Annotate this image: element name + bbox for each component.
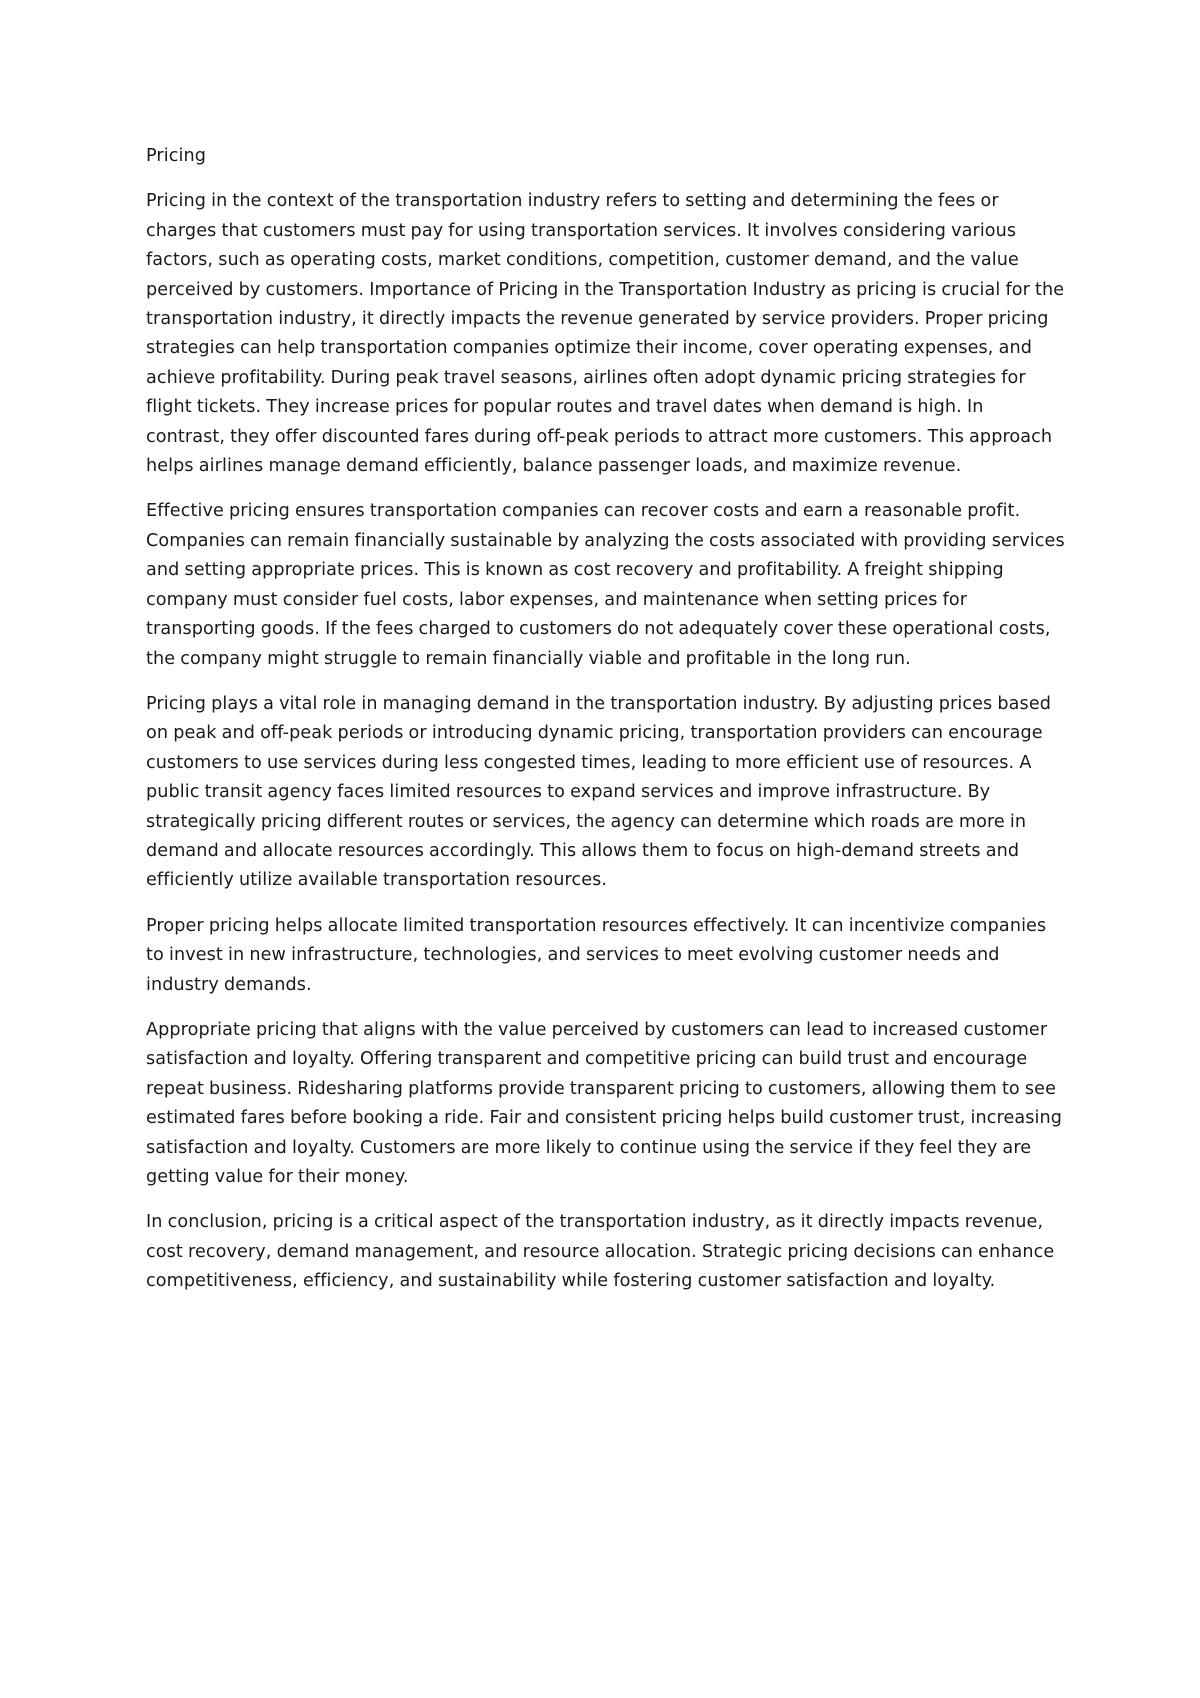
paragraph-cost-recovery: Effective pricing ensures transportation companies can recover costs and earn a reasonable profit. Companies can remain financially sustainable by analyzing the costs associated with providing services and setting appropriate prices. This is known as cost recovery and profitability. A freight shipping company must consider fuel costs, labor expenses, and maintenance when setting prices for transporting goods. If the fees charged to customers do not adequately cover these operational costs, the company might struggle to remain financially viable and profitable in the long run. [146, 501, 1065, 669]
paragraph-resource-allocation: Proper pricing helps allocate limited transportation resources effectively. It can incentivize companies to invest in new infrastructure, technologies, and services to meet evolving customer needs and industry demands. [146, 915, 1047, 995]
paragraph-customer-satisfaction: Appropriate pricing that aligns with the value perceived by customers can lead to increased customer satisfaction and loyalty. Offering transparent and competitive pricing can build trust and encourage repeat business. Ridesharing platforms provide transparent pricing to customers, allowing them to see estimated fares before booking a ride. Fair and consistent pricing helps build customer trust, increasing satisfaction and loyalty. Customers are more likely to continue using the service if they feel they are getting value for their money. [146, 1019, 1063, 1187]
document-body [146, 142, 1066, 1313]
paragraph-conclusion: In conclusion, pricing is a critical aspect of the transportation industry, as it directly impacts revenue, cost recovery, demand management, and resource allocation. Strategic pricing decisions can enhance competitiveness, efficiency, and sustainability while fostering customer satisfaction and loyalty. [146, 1212, 1055, 1292]
paragraph-intro: Pricing in the context of the transportation industry refers to setting and determining the fees or charges that customers must pay for using transportation services. It involves considering various factors, such as operating costs, market conditions, competition, customer demand, and the value perceived by customers. Importance of Pricing in the Transportation Industry as pricing is crucial for the transportation industry, it directly impacts the revenue generated by service providers. Proper pricing strategies can help transportation companies optimize their income, cover operating expenses, and achieve profitability. During peak travel seasons, airlines often adopt dynamic pricing strategies for flight tickets. They increase prices for popular routes and travel dates when demand is high. In contrast, they offer discounted fares during off-peak periods to attract more customers. This approach helps airlines manage demand efficiently, balance passenger loads, and maximize revenue. [146, 191, 1065, 477]
document-title: Pricing [146, 146, 207, 166]
paragraph-demand-management: Pricing plays a vital role in managing demand in the transportation industry. By adjusting prices based on peak and off-peak periods or introducing dynamic pricing, transportation providers can encourage customers to use services during less congested times, leading to more efficient use of resources. A public transit agency faces limited resources to expand services and improve infrastructure. By strategically pricing different routes or services, the agency can determine which roads are more in demand and allocate resources accordingly. This allows them to focus on high-demand streets and efficiently utilize available transportation resources. [146, 693, 1052, 891]
